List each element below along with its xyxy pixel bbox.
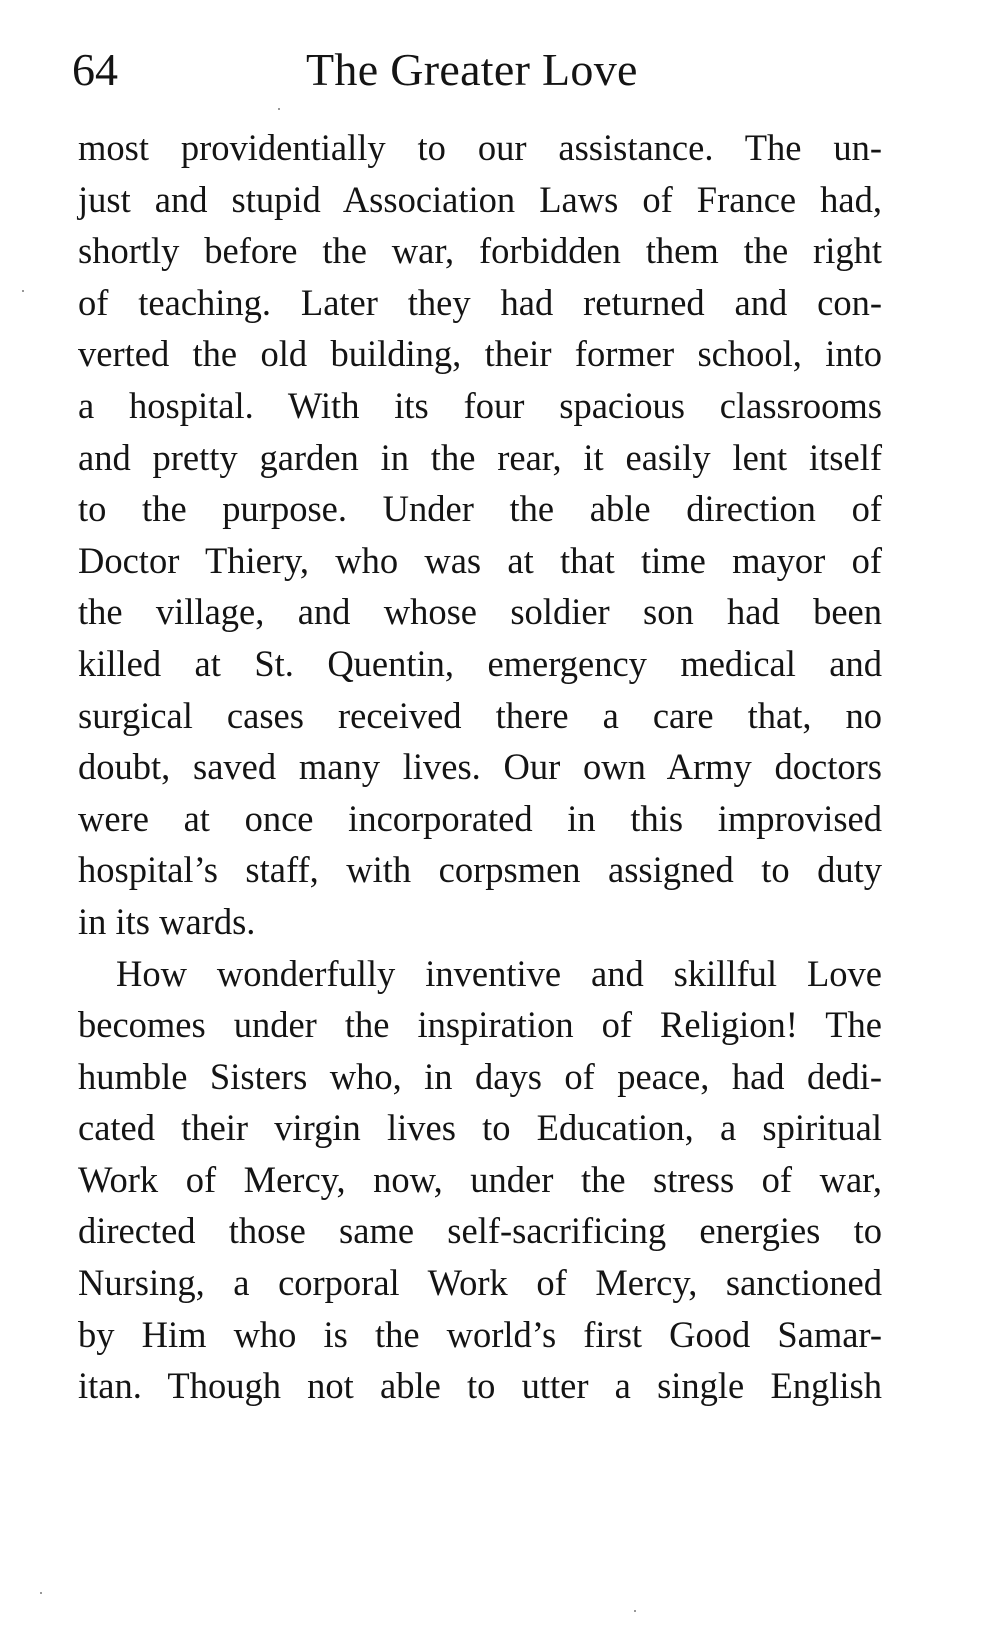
- paragraph-2: [78, 948, 882, 1412]
- running-head-title: The Greater Love: [306, 44, 638, 95]
- text-line: Doctor Thiery, who was at that time mayor of: [78, 539, 882, 581]
- text-line: a hospital. With its four spacious classrooms: [78, 384, 882, 426]
- text-line: verted the old building, their former school, into: [78, 333, 882, 375]
- text-line: surgical cases received there a care that, no: [78, 694, 882, 736]
- text-line: most providentially to our assistance. The un-: [78, 127, 882, 168]
- text-line: and pretty garden in the rear, it easily lent itself: [78, 436, 882, 478]
- text-line: itan. Though not able to utter a single English: [78, 1365, 882, 1407]
- text-line: humble Sisters who, in days of peace, had dedi-: [78, 1055, 882, 1097]
- text-line: Nursing, a corporal Work of Mercy, sanctioned: [78, 1262, 882, 1304]
- text-line: How wonderfully inventive and skillful Love: [116, 952, 882, 994]
- text-line: just and stupid Association Laws of France had,: [78, 178, 882, 220]
- text-line: cated their virgin lives to Education, a spiritual: [78, 1107, 882, 1149]
- text-line: doubt, saved many lives. Our own Army doctors: [78, 746, 882, 788]
- paragraph-1: [78, 122, 882, 948]
- text-line: becomes under the inspiration of Religion! The: [78, 1004, 882, 1046]
- page-number: 64: [72, 44, 118, 95]
- text-line: were at once incorporated in this improvised: [78, 797, 882, 839]
- scan-speck: [278, 108, 280, 110]
- text-line: Work of Mercy, now, under the stress of war,: [78, 1158, 882, 1200]
- scan-speck: [22, 290, 24, 292]
- text-line: in its wards.: [78, 900, 256, 942]
- text-line: hospital’s staff, with corpsmen assigned to duty: [78, 849, 882, 891]
- scan-speck: [40, 1592, 42, 1594]
- text-line: killed at St. Quentin, emergency medical and: [78, 642, 882, 684]
- scan-speck: [634, 1610, 636, 1612]
- text-line: by Him who is the world’s first Good Samar-: [78, 1313, 882, 1355]
- text-line: to the purpose. Under the able direction of: [78, 488, 882, 530]
- text-line: the village, and whose soldier son had been: [78, 591, 882, 633]
- body-text: [78, 122, 882, 1412]
- text-line: of teaching. Later they had returned and con-: [78, 281, 882, 323]
- text-line: shortly before the war, forbidden them the right: [78, 230, 882, 272]
- text-line: directed those same self-sacrificing energies to: [78, 1210, 882, 1252]
